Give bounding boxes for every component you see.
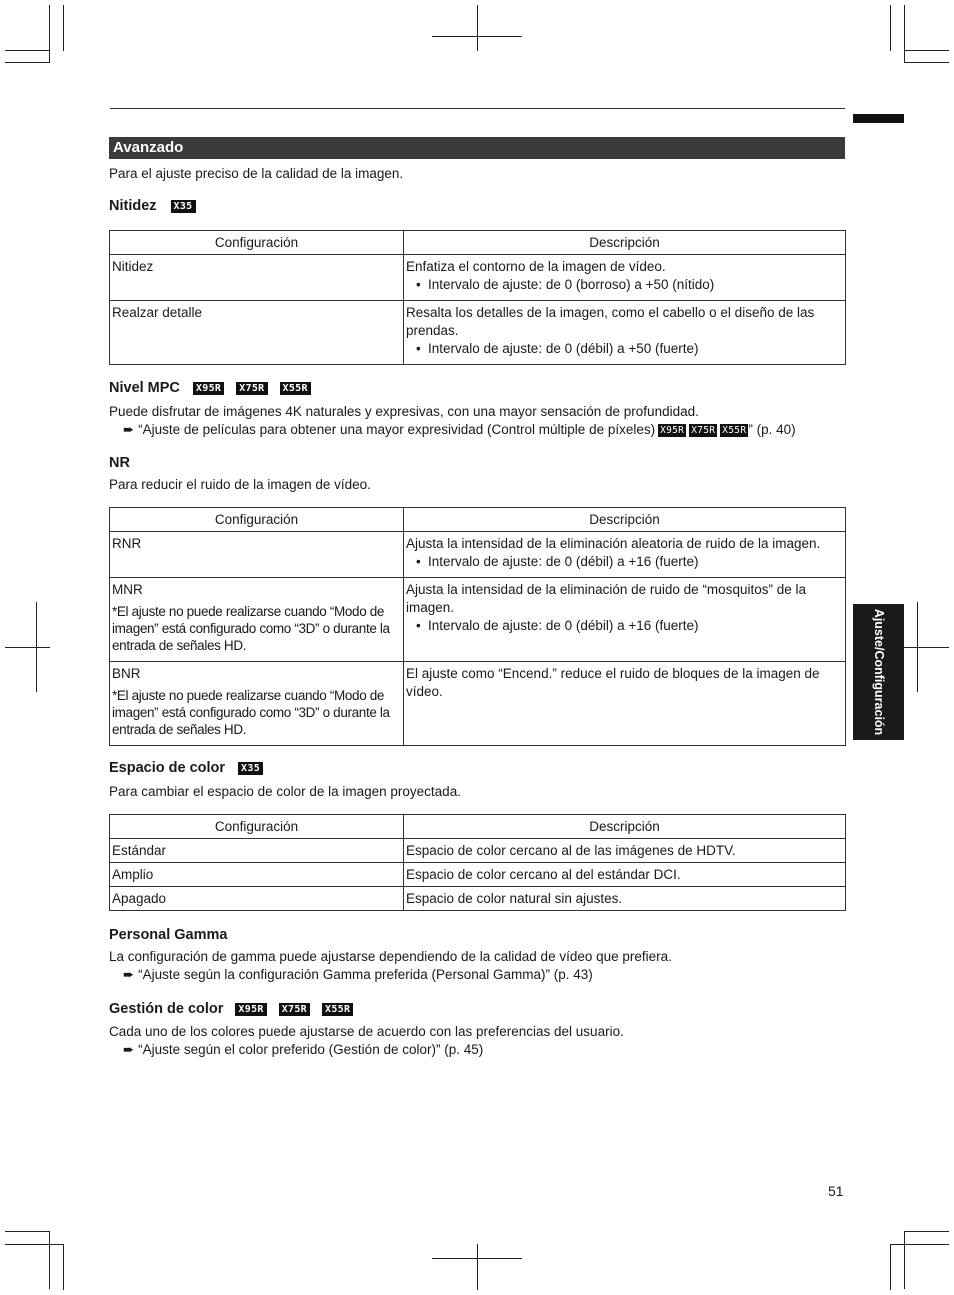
- gestion-text: Cada uno de los colores puede ajustarse de acuerdo con las preferencias del usuario.: [109, 1024, 624, 1039]
- range-bullet: • Intervalo de ajuste: de 0 (débil) a +16 (fuerte): [406, 617, 843, 635]
- desc-cell: Espacio de color cercano al del estándar DCI.: [404, 863, 846, 887]
- desc-text: Ajusta la intensidad de la eliminación de ruido de “mosquitos” de la imagen.: [406, 582, 806, 615]
- header-configuracion: Configuración: [110, 815, 404, 839]
- model-badge: X35: [238, 762, 263, 775]
- nitidez-table: [109, 230, 846, 365]
- range-bullet: • Intervalo de ajuste: de 0 (débil) a +16 (fuerte): [406, 553, 843, 571]
- desc-cell: Espacio de color natural sin ajustes.: [404, 887, 846, 911]
- setting-cell: Nitidez: [110, 255, 404, 301]
- header-descripcion: Descripción: [404, 231, 846, 255]
- table-row: [110, 301, 846, 365]
- table-header-row: [110, 815, 846, 839]
- setting-note: *El ajuste no puede realizarse cuando “Modo de imagen” está configurado como “3D” o durante la entrada de señales HD.: [112, 688, 390, 737]
- model-badge: X95R: [193, 382, 224, 395]
- table-row: [110, 863, 846, 887]
- model-badge: X95R: [660, 425, 685, 436]
- arrow-right-icon: ➨: [123, 422, 135, 437]
- setting-cell: Amplio: [110, 863, 404, 887]
- setting-cell: RNR: [110, 532, 404, 578]
- setting-cell: Estándar: [110, 839, 404, 863]
- desc-cell: [404, 255, 846, 301]
- arrow-right-icon: ➨: [123, 967, 135, 982]
- espacio-heading: Espacio de color X35: [109, 759, 263, 777]
- desc-cell: [404, 301, 846, 365]
- page-number: 51: [828, 1183, 844, 1199]
- range-bullet: • Intervalo de ajuste: de 0 (débil) a +50 (fuerte): [406, 340, 843, 358]
- setting-cell: Realzar detalle: [110, 301, 404, 365]
- table-row: [110, 887, 846, 911]
- header-configuracion: Configuración: [110, 231, 404, 255]
- chapter-side-tab: [853, 604, 904, 740]
- nitidez-heading: Nitidez X35: [109, 197, 196, 215]
- model-badge: X55R: [280, 382, 311, 395]
- model-badge: X55R: [722, 425, 747, 436]
- table-header-row: [110, 231, 846, 255]
- model-badge: X75R: [279, 1003, 310, 1016]
- espacio-table: [109, 814, 846, 911]
- nr-heading: NR: [109, 455, 130, 471]
- setting-cell: [110, 662, 404, 746]
- table-row: [110, 255, 846, 301]
- desc-cell: [404, 578, 846, 662]
- header-descripcion: Descripción: [404, 815, 846, 839]
- setting-cell: Apagado: [110, 887, 404, 911]
- model-badge: X35: [171, 200, 196, 213]
- desc-text: El ajuste como “Encend.” reduce el ruido de bloques de la imagen de vídeo.: [406, 666, 820, 699]
- table-header-row: [110, 508, 846, 532]
- desc-cell: [404, 662, 846, 746]
- model-badge: X95R: [235, 1003, 266, 1016]
- desc-cell: Espacio de color cercano al de las imágenes de HDTV.: [404, 839, 846, 863]
- chapter-marker: [853, 114, 904, 123]
- table-row: [110, 839, 846, 863]
- nr-text: Para reducir el ruido de la imagen de vídeo.: [109, 477, 371, 492]
- header-rule: [110, 108, 845, 109]
- range-bullet: • Intervalo de ajuste: de 0 (borroso) a +50 (nítido): [406, 276, 843, 294]
- arrow-right-icon: ➨: [123, 1042, 135, 1057]
- gamma-reference[interactable]: ➨ “Ajuste según la configuración Gamma preferida (Personal Gamma)” (p. 43): [123, 967, 593, 982]
- table-row: [110, 662, 846, 746]
- setting-name: BNR: [112, 666, 141, 681]
- desc-text: Resalta los detalles de la imagen, como el cabello o el diseño de las prendas.: [406, 305, 815, 338]
- side-tab-label: Ajuste/Configuración: [871, 608, 886, 736]
- nivel-mpc-reference[interactable]: ➨ “Ajuste de películas para obtener una mayor expresividad (Control múltiple de píxeles) X95R X75R X55R ” (p. 40): [123, 422, 796, 437]
- table-row: [110, 578, 846, 662]
- setting-name: MNR: [112, 582, 143, 597]
- gestion-reference[interactable]: ➨ “Ajuste según el color preferido (Gestión de color)” (p. 45): [123, 1042, 484, 1057]
- header-configuracion: Configuración: [110, 508, 404, 532]
- model-badge: X55R: [322, 1003, 353, 1016]
- setting-note: *El ajuste no puede realizarse cuando “Modo de imagen” está configurado como “3D” o durante la entrada de señales HD.: [112, 604, 390, 653]
- model-badge: X75R: [236, 382, 267, 395]
- table-row: [110, 532, 846, 578]
- nivel-mpc-text: Puede disfrutar de imágenes 4K naturales y expresivas, con una mayor sensación de profundidad.: [109, 404, 699, 419]
- desc-text: Enfatiza el contorno de la imagen de vídeo.: [406, 259, 666, 274]
- section-intro: Para el ajuste preciso de la calidad de la imagen.: [109, 166, 404, 181]
- nivel-mpc-heading: Nivel MPC X95R X75R X55R: [109, 379, 311, 397]
- desc-cell: [404, 532, 846, 578]
- gamma-text: La configuración de gamma puede ajustarse dependiendo de la calidad de vídeo que prefiera.: [109, 949, 672, 964]
- gamma-heading: Personal Gamma: [109, 927, 228, 943]
- gestion-heading: Gestión de color X95R X75R X55R: [109, 1000, 353, 1018]
- setting-cell: [110, 578, 404, 662]
- espacio-text: Para cambiar el espacio de color de la imagen proyectada.: [109, 784, 461, 799]
- model-badge: X75R: [691, 425, 716, 436]
- desc-text: Ajusta la intensidad de la eliminación aleatoria de ruido de la imagen.: [406, 536, 821, 551]
- header-descripcion: Descripción: [404, 508, 846, 532]
- section-title: Avanzado: [109, 137, 845, 159]
- nr-table: [109, 507, 846, 746]
